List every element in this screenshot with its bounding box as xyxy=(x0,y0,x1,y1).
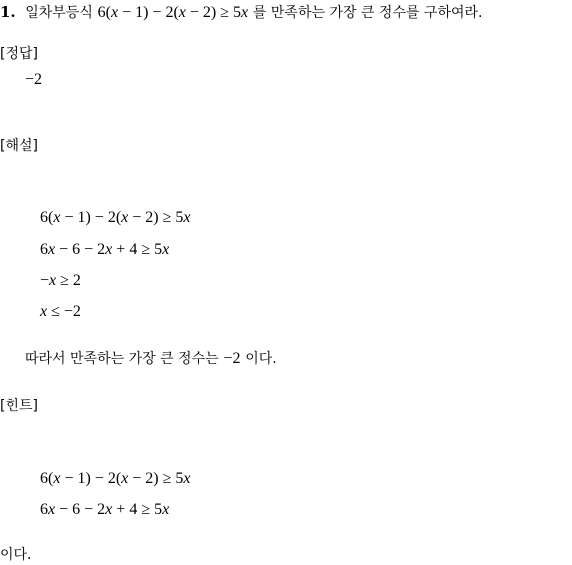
solution-label: [해설] xyxy=(0,138,38,154)
hint-closing: 이다. xyxy=(0,547,32,563)
problem-statement xyxy=(0,2,482,23)
conclusion-suffix: 이다. xyxy=(245,351,277,367)
solution-step-3: −x ≥ 2 xyxy=(40,272,81,289)
problem-inequality: 6(x − 1) − 2(x − 2) ≥ 5x xyxy=(97,4,249,21)
answer-value: −2 xyxy=(25,71,43,88)
hint-label: [힌트] xyxy=(0,398,38,414)
solution-step-4: x ≤ −2 xyxy=(40,303,81,320)
problem-text-suffix: 를 만족하는 가장 큰 정수를 구하여라. xyxy=(252,5,483,21)
conclusion-prefix: 따라서 만족하는 가장 큰 정수는 xyxy=(25,351,219,367)
hint-step-2: 6x − 6 − 2x + 4 ≥ 5x xyxy=(40,501,170,518)
solution-step-1: 6(x − 1) − 2(x − 2) ≥ 5x xyxy=(40,209,191,226)
problem-text-prefix: 일차부등식 xyxy=(25,5,93,21)
conclusion-value: −2 xyxy=(223,350,241,367)
answer-label: [정답] xyxy=(0,46,38,62)
solution-step-2: 6x − 6 − 2x + 4 ≥ 5x xyxy=(40,241,170,258)
hint-step-1: 6(x − 1) − 2(x − 2) ≥ 5x xyxy=(40,470,191,487)
solution-conclusion xyxy=(25,348,277,369)
problem-number: 1. xyxy=(0,3,16,21)
